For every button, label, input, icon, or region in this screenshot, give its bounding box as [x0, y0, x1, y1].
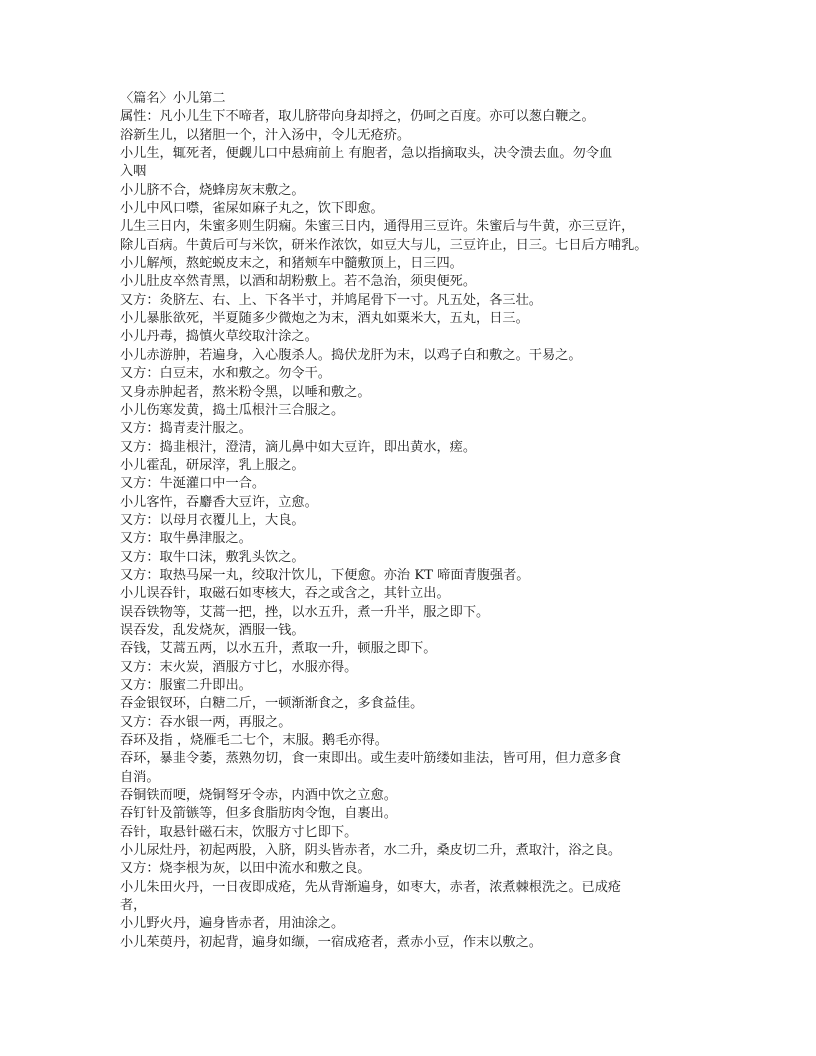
text-line: 吞钱，艾蒿五两，以水五升，煮取一升，顿服之即下。: [120, 641, 437, 657]
text-line: 儿生三日内，朱蜜多则生阴痫。朱蜜三日内，通得用三豆许。朱蜜后与牛黄，亦三豆许，: [120, 219, 635, 235]
text-line: 又方：灸脐左、右、上、下各半寸，并鸠尾骨下一寸。凡五处，各三壮。: [120, 292, 542, 308]
text-line: 又方：烧李根为灰，以田中流水和敷之良。: [120, 861, 371, 877]
text-line: 浴新生儿，以猪胆一个，汁入汤中，令儿无疮疥。: [120, 127, 411, 143]
text-line: 吞环，暴韭令萎，蒸熟勿切，食一束即出。或生麦叶筋缕如韭法，皆可用，但力意多食: [120, 751, 622, 767]
text-line: 吞环及指 ，烧雁毛二七个，末服。鹅毛亦得。: [120, 733, 388, 749]
text-line: 又方：取牛鼻津服之。: [120, 531, 252, 547]
text-line: 小儿生，辄死者，便觑儿口中悬痈前上 有胞者，急以指摘取头，决令溃去血。勿令血: [120, 146, 613, 162]
text-line: 吞铜铁而哽，烧铜弩牙令赤，内酒中饮之立愈。: [120, 788, 397, 804]
text-line: 又方：取热马屎一丸，绞取汁饮儿，下便愈。亦治 KT 啼面青腹强者。: [120, 567, 530, 583]
text-line: 又方：以母月衣覆儿上，大良。: [120, 512, 305, 528]
chapter-title: 〈篇名〉小儿第二: [120, 91, 226, 106]
text-line: 小儿暴胀欲死，半夏随多少微炮之为末，酒丸如粟米大，五丸，日三。: [120, 311, 529, 327]
text-line: 小儿解颅，熬蛇蜕皮末之，和猪颊车中髓敷顶上，日三四。: [120, 256, 463, 272]
text-line: 误吞铁物等，艾蒿一把，挫，以水五升，煮一升半，服之即下。: [120, 604, 490, 620]
text-line: 小儿赤游肿，若遍身，入心腹杀人。捣伏龙肝为末，以鸡子白和敷之。干易之。: [120, 347, 582, 363]
text-line: 自消。: [120, 769, 160, 785]
text-line: 小儿茱萸丹，初起背，遍身如缬，一宿成疮者，煮赤小豆，作末以敷之。: [120, 934, 542, 950]
text-line: 入咽: [120, 164, 147, 180]
text-line: 又方：取牛口沫，敷乳头饮之。: [120, 549, 305, 565]
text-line: 又方：服蜜二升即出。: [120, 678, 252, 693]
text-line: 又方：白豆末，水和敷之。勿令干。: [120, 366, 331, 382]
text-line: 小儿野火丹，遍身皆赤者，用油涂之。: [120, 916, 345, 932]
text-line: 吞钉针及箭镞等，但多食脂肪肉令饱，自裹出。: [120, 806, 397, 822]
text-line: 吞金银钗环，白糖二斤，一顿渐渐食之，多食益佳。: [120, 696, 424, 712]
text-line: 又方：吞水银一两，再服之。: [120, 714, 292, 730]
text-line: 小儿中风口噤，雀屎如麻子丸之，饮下即愈。: [120, 201, 384, 217]
text-line: 又身赤肿起者，熬米粉令黑，以唾和敷之。: [120, 384, 371, 400]
text-line: 小儿客忤，吞麝香大豆许，立愈。: [120, 494, 318, 510]
text-line: 小儿伤寒发黄，捣土瓜根汁三合服之。: [120, 402, 345, 418]
text-line: 小儿丹毒，捣慎火草绞取汁涂之。: [120, 329, 318, 345]
text-line: 小儿尿灶丹，初起两股，入脐，阴头皆赤者，水二升，桑皮切二升，煮取汁，浴之良。: [120, 843, 622, 859]
text-line: 小儿朱田火丹，一日夜即成疮，先从背渐遍身，如枣大，赤者，浓煮棘根洗之。已成疮: [120, 879, 622, 895]
text-line: 又方：捣青麦汁服之。: [120, 421, 252, 437]
text-line: 误吞发，乱发烧灰，酒服一钱。: [120, 622, 305, 638]
text-line: 又方：捣韭根汁，澄清，滴儿鼻中如大豆许，即出黄水，瘥。: [120, 439, 477, 455]
document-body: [120, 90, 700, 952]
text-line: 小儿脐不合，烧蜂房灰末敷之。: [120, 182, 305, 198]
text-line: 又方：末火炭，酒服方寸匕，水服亦得。: [120, 659, 358, 675]
text-line: 者，: [120, 898, 147, 914]
text-line: 又方：牛涎灌口中一合。: [120, 476, 266, 492]
text-line: 小儿霍乱，研尿滓，乳上服之。: [120, 457, 305, 473]
text-line: 吞针，取悬针磁石末，饮服方寸匕即下。: [120, 824, 358, 840]
text-line: 小儿误吞针，取磁石如枣核大，吞之或含之，其针立出。: [120, 586, 450, 602]
text-line: 属性：凡小儿生下不啼者，取儿脐带向身却捋之，仍呵之百度。亦可以葱白鞭之。: [120, 109, 595, 125]
text-line: 小儿肚皮卒然青黑，以酒和胡粉敷上。若不急治，须臾便死。: [120, 274, 477, 290]
text-line: 除儿百病。牛黄后可与米饮，研米作浓饮，如豆大与儿，三豆许止，日三。七日后方哺乳。: [120, 237, 648, 253]
